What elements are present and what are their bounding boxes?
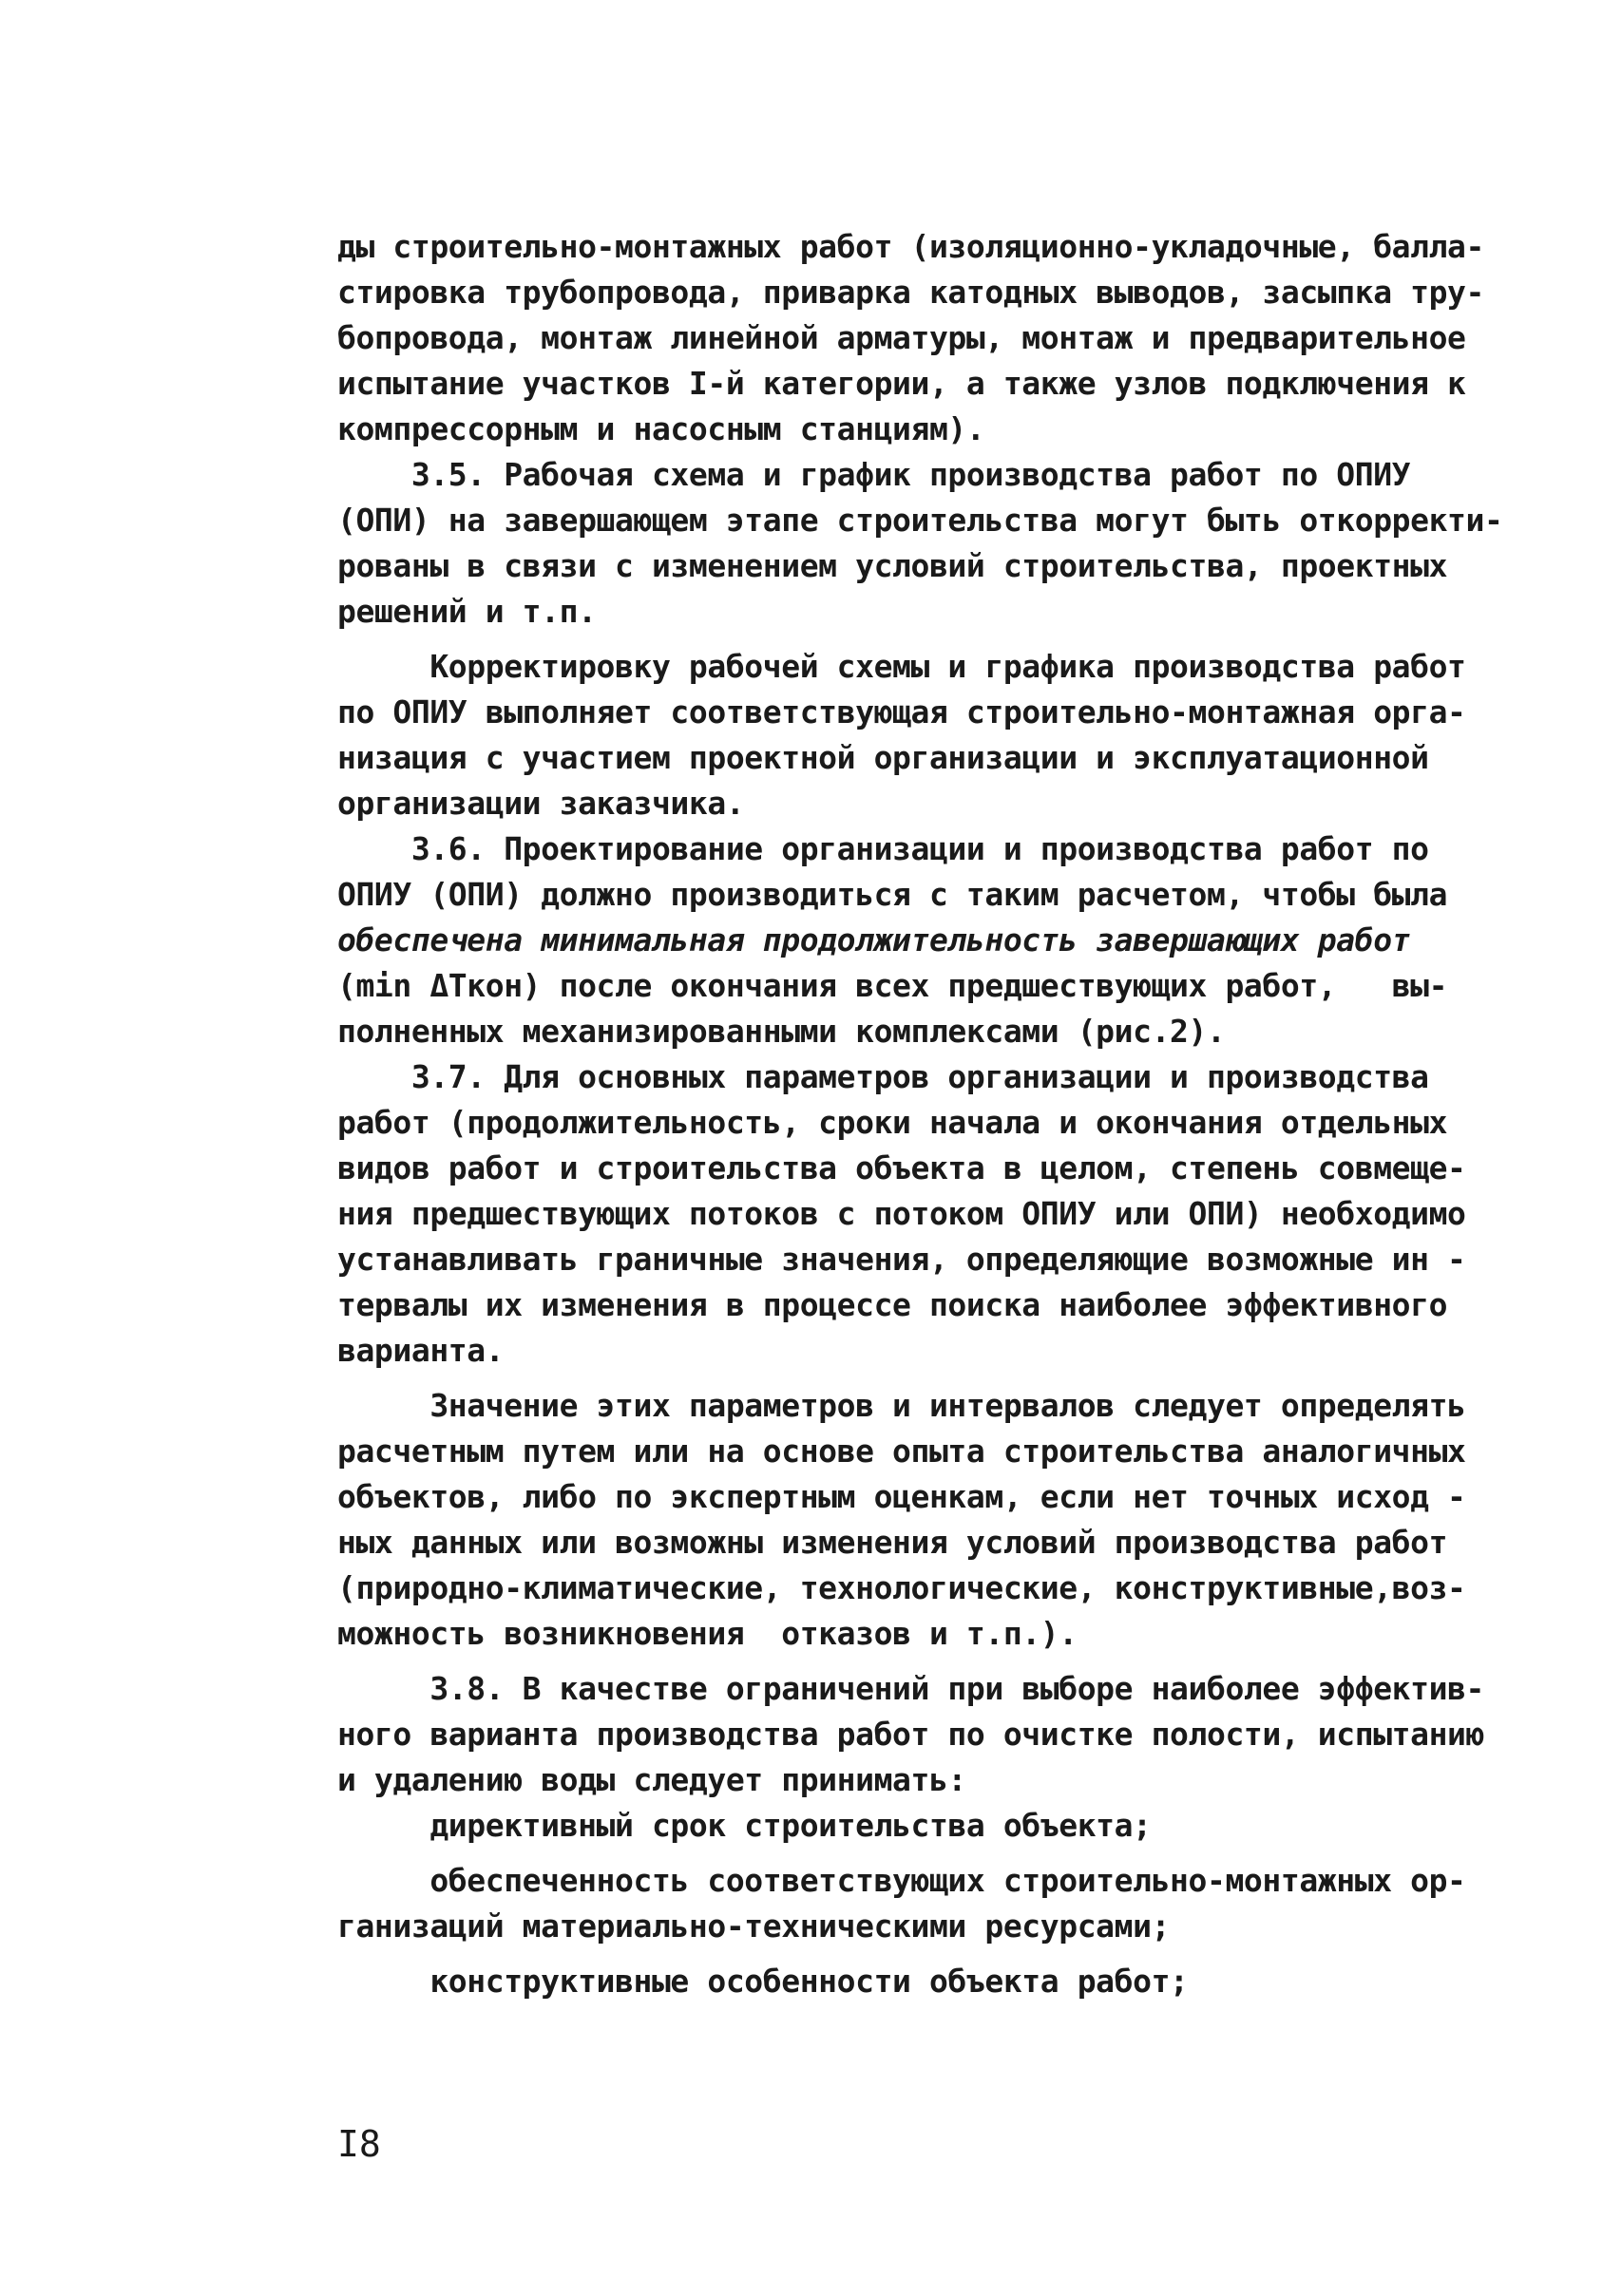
text-line: (ОПИ) на завершающем этапе строительства могут быть откорректи- — [337, 502, 1503, 539]
text-line: (природно-климатические, технологические, конструктивные,воз- — [337, 1569, 1466, 1606]
text-line: объектов, либо по экспертным оценкам, если нет точных исход - — [337, 1478, 1466, 1515]
text-line: ных данных или возможны изменения условий производства работ — [337, 1524, 1448, 1561]
list-item: конструктивные особенности объекта работ; — [337, 1963, 1189, 2000]
text-line: по ОПИУ выполняет соответствующая строительно-монтажная орга- — [337, 693, 1466, 731]
paragraph-3-7-start: 3.7. Для основных параметров организации и производства — [337, 1058, 1429, 1095]
text-line: тервалы их изменения в процессе поиска наиболее эффективного — [337, 1286, 1448, 1323]
text-line: испытание участков I-й категории, а также узлов подключения к — [337, 365, 1466, 402]
text-line: ды строительно-монтажных работ (изоляционно-укладочные, балла- — [337, 228, 1484, 265]
text-line: Значение этих параметров и интервалов следует определять — [337, 1387, 1466, 1424]
text-line: можность возникновения отказов и т.п.). — [337, 1615, 1078, 1652]
list-item: директивный срок строительства объекта; — [337, 1807, 1152, 1844]
page-number: I8 — [337, 2123, 381, 2165]
text-line: работ (продолжительность, сроки начала и окончания отдельных — [337, 1104, 1448, 1141]
paragraph-3-5-start: 3.5. Рабочая схема и график производства работ по ОПИУ — [337, 456, 1411, 493]
text-line: компрессорным и насосным станциям). — [337, 410, 985, 447]
text-line: варианта. — [337, 1332, 505, 1369]
text-line: ОПИУ (ОПИ) должно производиться с таким расчетом, чтобы была — [337, 876, 1448, 913]
text-line: расчетным путем или на основе опыта строительства аналогичных — [337, 1433, 1466, 1470]
text-line: и удалению воды следует принимать: — [337, 1761, 966, 1798]
formula-line: (min ΔTкон) после окончания всех предшествующих работ, вы- — [337, 967, 1448, 1004]
text-line: рованы в связи с изменением условий строительства, проектных — [337, 547, 1448, 584]
text-line: стировка трубопровода, приварка катодных выводов, засыпка тру- — [337, 274, 1484, 311]
text-line: организации заказчика. — [337, 785, 745, 822]
text-line: ния предшествующих потоков с потоком ОПИУ или ОПИ) необходимо — [337, 1195, 1466, 1232]
text-line: бопровода, монтаж линейной арматуры, монтаж и предварительное — [337, 319, 1466, 356]
paragraph-3-6-start: 3.6. Проектирование организации и производства работ по — [337, 830, 1429, 867]
text-line: Корректировку рабочей схемы и графика производства работ — [337, 648, 1466, 685]
text-line: низация с участием проектной организации и эксплуатационной — [337, 739, 1429, 776]
text-line: решений и т.п. — [337, 593, 597, 630]
text-line: ганизаций материально-техническими ресурсами; — [337, 1907, 1171, 1945]
text-line: полненных механизированными комплексами (рис.2). — [337, 1013, 1226, 1050]
text-line: видов работ и строительства объекта в целом, степень совмеще- — [337, 1149, 1466, 1186]
paragraph-3-8-start: 3.8. В качестве ограничений при выборе наиболее эффектив- — [337, 1670, 1484, 1707]
text-line: ного варианта производства работ по очистке полости, испытанию — [337, 1716, 1484, 1753]
text-line: устанавливать граничные значения, определяющие возможные ин - — [337, 1241, 1466, 1278]
list-item: обеспеченность соответствующих строительно-монтажных ор- — [337, 1862, 1466, 1899]
text-line: обеспечена минимальная продолжительность завершающих работ — [337, 921, 1411, 958]
